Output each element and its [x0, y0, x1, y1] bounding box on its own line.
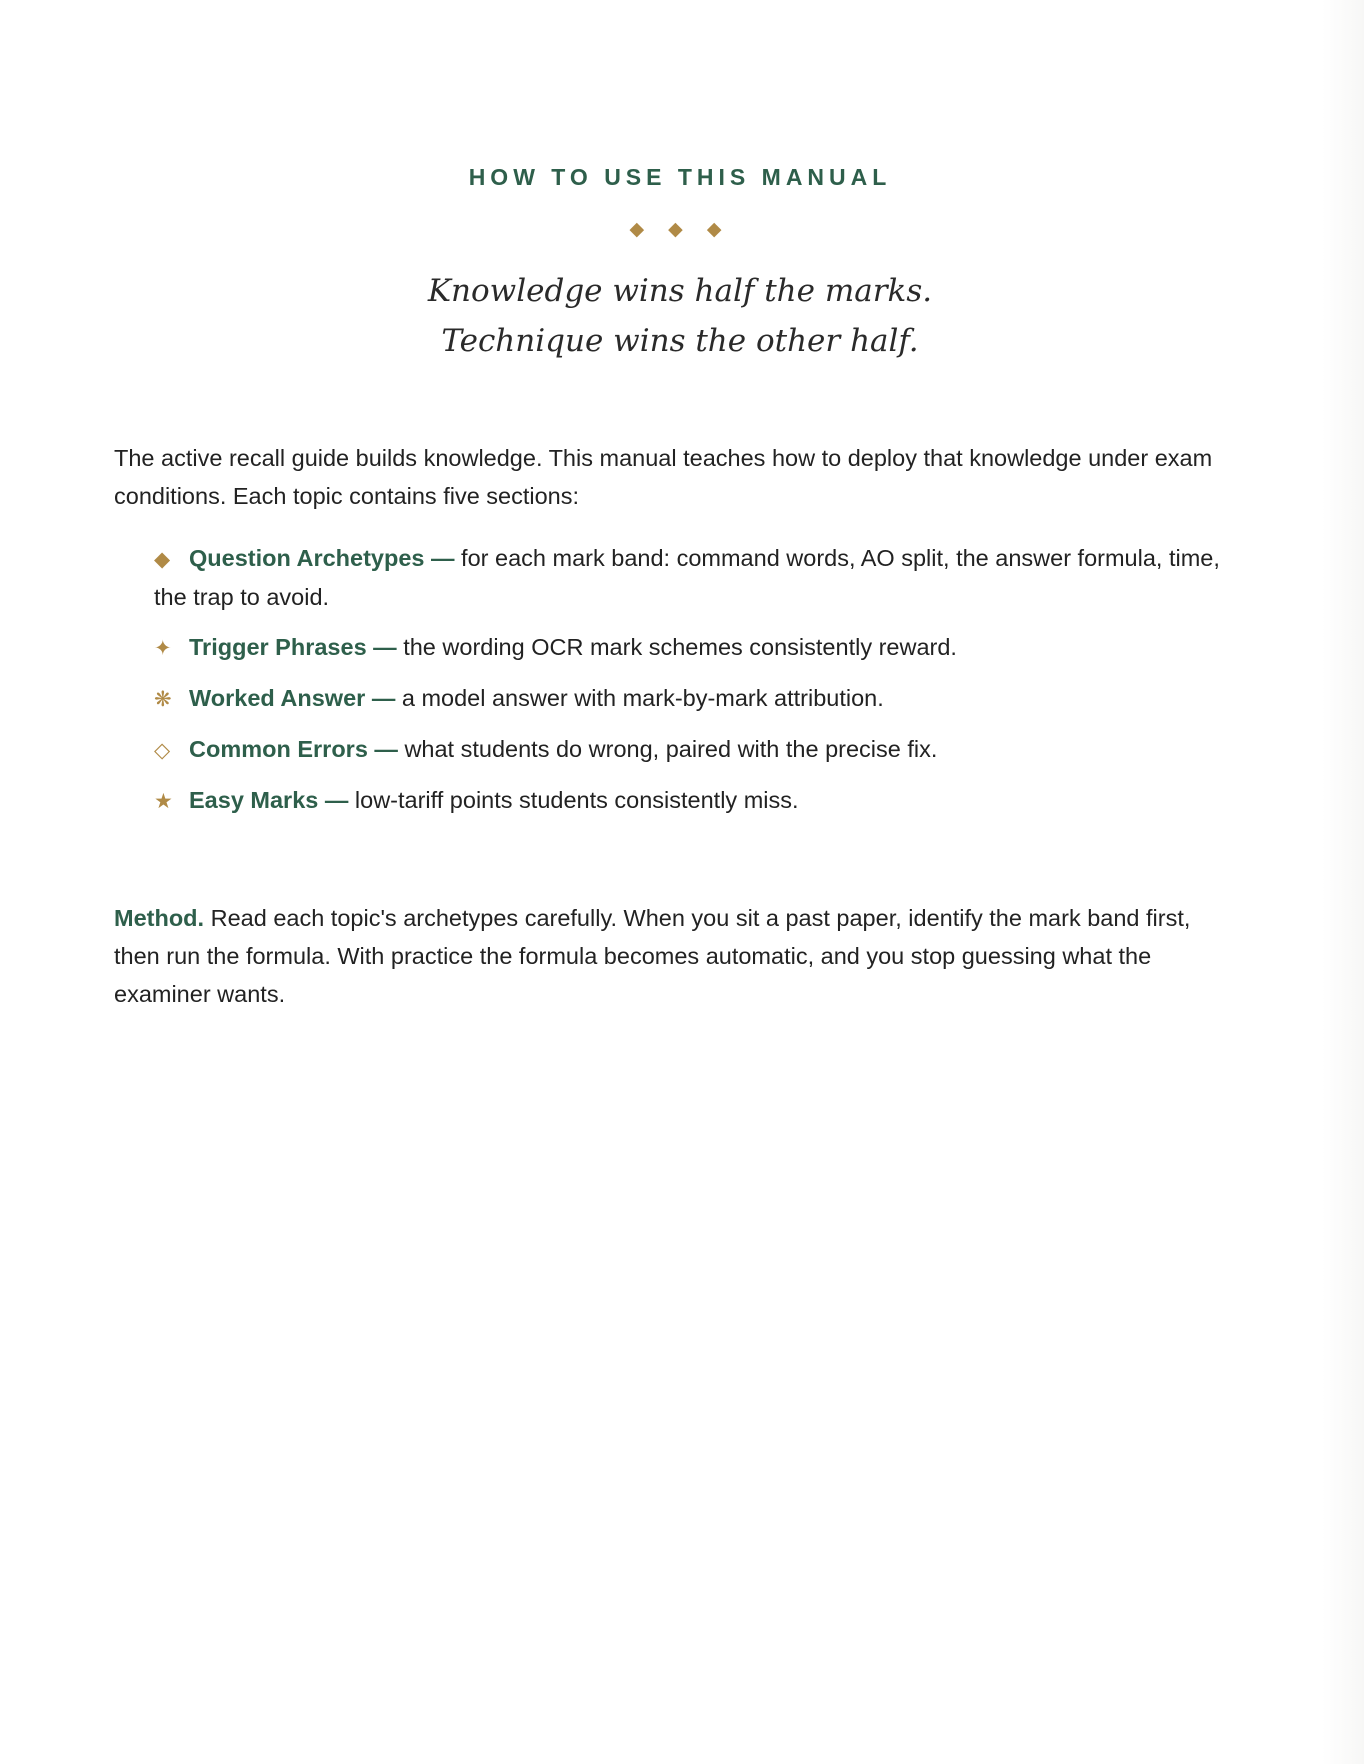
diamond-ornament-icon: ◆ ◆ ◆ — [629, 218, 731, 240]
method-text: Read each topic's archetypes carefully. When you sit a past paper, identify the mark band first, then run the formula. With practice the formula becomes automatic, and you stop guessing what the examiner wants. — [114, 905, 1191, 1007]
method-lead: Method. — [114, 905, 205, 931]
list-item — [154, 679, 1236, 718]
list-item — [154, 539, 1236, 616]
section-name: Worked Answer — — [189, 685, 396, 711]
epigraph-line-2: Technique wins the other half. — [441, 323, 919, 359]
list-item — [154, 628, 1236, 667]
epigraph-line-1: Knowledge wins half the marks. — [427, 273, 933, 309]
star-icon: ★ — [154, 789, 173, 813]
section-name: Trigger Phrases — — [189, 634, 397, 660]
section-description: for each mark band: command words, AO split, the answer formula, time, the trap to avoid. — [154, 545, 1220, 610]
section-name: Question Archetypes — — [189, 545, 455, 571]
section-description: low-tariff points students consistently miss. — [348, 787, 799, 813]
method-paragraph — [114, 899, 1226, 1013]
epigraph — [114, 266, 1246, 366]
section-description: a model answer with mark-by-mark attribution. — [395, 685, 884, 711]
four-point-star-icon: ✦ — [154, 636, 172, 660]
section-name: Common Errors — — [189, 736, 398, 762]
section-description: the wording OCR mark schemes consistently reward. — [396, 634, 957, 660]
section-kicker: HOW TO USE THIS MANUAL — [468, 164, 892, 190]
section-name: Easy Marks — — [189, 787, 349, 813]
section-description: what students do wrong, paired with the precise fix. — [397, 736, 938, 762]
intro-paragraph: The active recall guide builds knowledge. This manual teaches how to deploy that knowledge under exam conditions. Each topic contains five sections: — [114, 445, 1213, 509]
list-item — [154, 730, 1236, 769]
list-item — [154, 781, 1236, 820]
asterisk-flower-icon: ❋ — [154, 687, 172, 711]
filled-diamond-icon: ◆ — [154, 547, 171, 571]
section-list — [154, 539, 1236, 832]
outline-diamond-icon: ◇ — [154, 738, 171, 762]
